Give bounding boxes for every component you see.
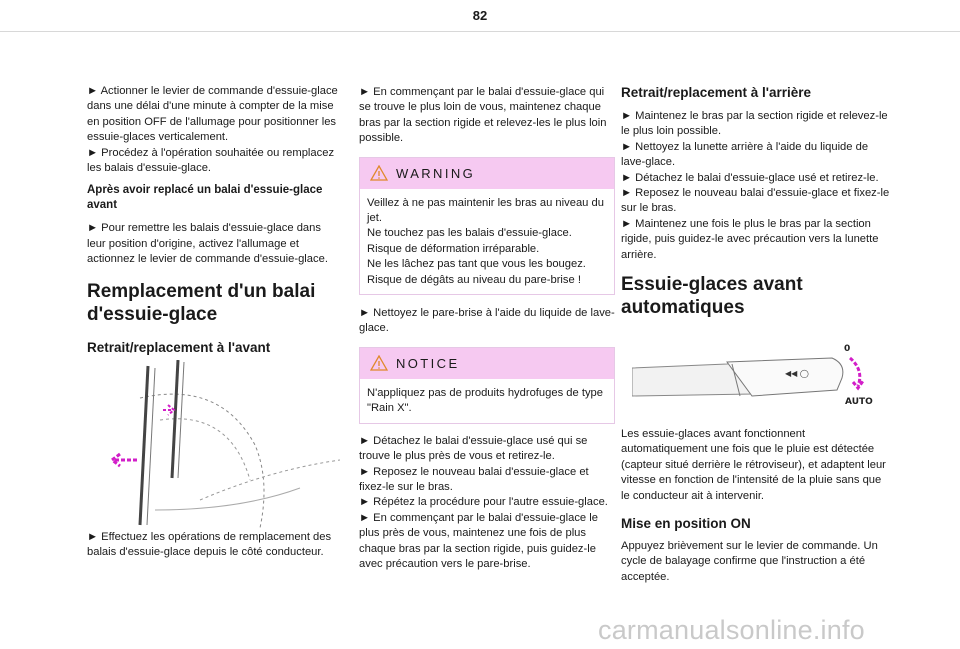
warning-title: WARNING [396, 165, 476, 181]
wiper-sweep-arc [200, 460, 340, 500]
notice-body [360, 379, 614, 423]
col3-heading1: Retrait/replacement à l'arrière [621, 85, 812, 100]
col3-para5: ► Maintenez une fois le plus le bras par la section rigide, puis guidez-le avec précaution vers la lunette arrière. [621, 217, 879, 261]
wiper-arm-left [140, 366, 148, 525]
col1-para1: ► Actionner le levier de commande d'essuie-glace dans une délai d'une minute à compter de la mise en position OFF de l'allumage pour positionner les essuie-glaces verticalement. [87, 85, 338, 144]
col1-para2: ► Procédez à l'opération souhaitée ou remplacez les balais d'essuie-glace. [87, 146, 335, 175]
col1-sub-title: Retrait/replacement à l'avant [87, 339, 271, 355]
col3-section-title: Essuie-glaces avant automatiques [621, 274, 803, 319]
col3-para1: ► Maintenez le bras par la section rigide et relevez-le le plus loin possible. [621, 110, 888, 138]
warning-box [359, 157, 615, 295]
windscreen-edge [155, 488, 300, 510]
page-number: 82 [472, 8, 488, 23]
warning-body [360, 189, 614, 294]
header-divider [0, 31, 960, 32]
footer-watermark-url[interactable]: carmanualsonline.info [598, 615, 865, 645]
warning-line: Risque de déformation irréparable. [367, 242, 540, 255]
notice-triangle-icon [370, 355, 388, 371]
wiper-blade-right [178, 362, 184, 478]
notice-text: N'appliquez pas de produits hydrofuges de type "Rain X". [367, 386, 603, 415]
press-down-arrow-icon [850, 358, 863, 388]
warning-header [360, 158, 614, 189]
column-2 [359, 85, 615, 572]
warning-line: Veillez à ne pas maintenir les bras au niveau du jet. [367, 196, 604, 225]
col3-para7: Appuyez brièvement sur le levier de commande. Un cycle de balayage confirme que l'instruction a été acceptée. [621, 540, 878, 583]
col2-para5: ► Répétez la procédure pour l'autre essuie-glace. [359, 496, 608, 509]
col2-para6: ► En commençant par le balai d'essuie-glace le plus près de vous, maintenez une fois de plus chaque bras par la section rigide, puis guidez-le avec précaution vers le pare-brise. [359, 511, 598, 570]
col3-para6: Les essuie-glaces avant fonctionnent automatiquement une fois que le pluie est détectée (capteur situé derrière le rétroviseur), et adaptent leur vitesse en fonction de l'intensité de la pluie sans que le conducteur ait à intervenir. [621, 428, 886, 502]
col3-heading2: Mise en position ON [621, 516, 751, 532]
col3-para3: ► Détachez le balai d'essuie-glace usé et retirez-le. [621, 171, 879, 184]
col1-section-title: Remplacement d'un balai d'essuie-glace [87, 280, 316, 325]
column-3 [621, 84, 893, 319]
notice-box [359, 347, 615, 424]
notice-title: NOTICE [396, 355, 460, 371]
col2-para4: ► Reposez le nouveau balai d'essuie-glace et fixez-le sur le bras. [359, 465, 589, 493]
col1-para4: ► Effectuez les opérations de remplacement des balais d'essuie-glace depuis le côté conducteur. [87, 531, 332, 559]
warning-triangle-icon [370, 165, 388, 181]
col1-para3: ► Pour remettre les balais d'essuie-glace dans leur position d'origine, activez l'allumage et actionnez le levier de commande d'essuie-glace. [87, 222, 328, 266]
notice-header [360, 348, 614, 379]
pull-arrow-icon [112, 454, 137, 466]
col2-para1: ► En commençant par le balai d'essuie-glace qui se trouve le plus loin de vous, maintenez chaque bras par la section rigide et relevez-les le plus loin possible. [359, 86, 607, 145]
wiper-stalk-illustration [632, 338, 882, 416]
stalk-symbols: ◀◀ ◯ [785, 369, 809, 378]
col3-para4: ► Reposez le nouveau balai d'essuie-glace et fixez-le sur le bras. [621, 187, 890, 215]
stalk-label-zero: 0 [844, 344, 851, 354]
release-arrow-icon [163, 405, 174, 415]
column-1 [87, 84, 339, 356]
front-wiper-illustration [100, 360, 340, 528]
col2-para2: ► Nettoyez le pare-brise à l'aide du liquide de lave-glace. [359, 307, 615, 335]
col1-subheading: Après avoir replacé un balai d'essuie-glace avant [87, 184, 323, 212]
col3-para2: ► Nettoyez la lunette arrière à l'aide du liquide de lave-glace. [621, 140, 869, 169]
warning-line: Ne touchez pas les balais d'essuie-glace. [367, 227, 572, 240]
warning-line: Risque de dégâts au niveau du pare-brise ! [367, 273, 581, 286]
col2-para3: ► Détachez le balai d'essuie-glace usé qui se trouve le plus près de vous et retirez-le. [359, 434, 588, 463]
stalk-label-auto: AUTO [845, 397, 873, 407]
column-3-bottom [621, 427, 893, 585]
warning-line: Ne les lâchez pas tant que vous les bougez. [367, 258, 586, 271]
column-1-bottom [87, 530, 339, 561]
